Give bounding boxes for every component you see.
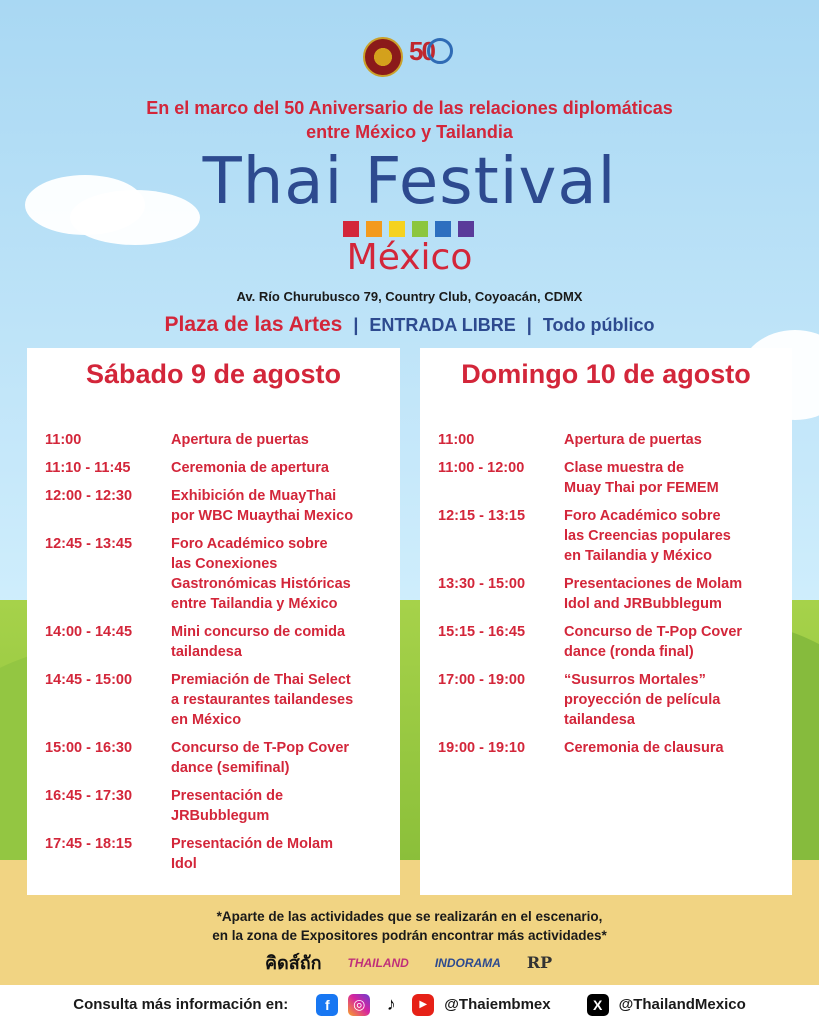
color-square [389,221,405,237]
audience-info: Todo público [542,315,655,335]
youtube-icon[interactable]: ▶ [412,994,434,1016]
garuda-seal-icon [363,37,403,77]
event-time: 15:00 - 16:30 [45,740,133,756]
event-activity: Clase muestra de Muay Thai por FEMEM [564,460,719,496]
color-square [458,221,474,237]
event-activity: Mini concurso de comida tailandesa [171,624,346,660]
schedule-row [434,738,778,758]
schedule-row [434,506,778,566]
event-activity: Apertura de puertas [564,432,702,448]
schedule-row [434,622,778,662]
event-time: 12:45 - 13:45 [45,536,133,552]
sunday-heading: Domingo 10 de agosto [461,359,751,389]
event-time: 12:00 - 12:30 [45,488,133,504]
handle-thaiembmex[interactable]: @Thaiembmex [444,996,551,1013]
color-squares [343,221,474,237]
sponsor-logo: THAILAND [347,955,409,970]
saturday-schedule [27,348,400,895]
anniversary-ring-icon [427,38,453,64]
tiktok-icon[interactable]: ♪ [380,994,402,1016]
color-square [366,221,382,237]
schedule-row [41,622,386,662]
event-activity: Presentaciones de Molam Idol and JRBubblegum [564,576,743,612]
sponsor-logo: RP [526,953,553,972]
event-time: 16:45 - 17:30 [45,788,133,804]
event-activity: Exhibición de MuayThai por WBC Muaythai Mexico [171,488,354,524]
color-square [412,221,428,237]
event-time: 15:15 - 16:45 [438,624,526,640]
color-square [343,221,359,237]
event-activity: Concurso de T-Pop Cover dance (ronda final) [564,624,743,660]
schedule-row [41,486,386,526]
event-time: 19:00 - 19:10 [438,740,526,756]
facebook-icon[interactable]: f [316,994,338,1016]
headline-line1: En el marco del 50 Aniversario de las relaciones diplomáticas [146,98,673,118]
festival-title: Thai Festival [202,145,617,219]
event-activity: Presentación de Molam Idol [171,836,333,872]
address: Av. Río Churubusco 79, Country Club, Coyoacán, CDMX [236,289,583,304]
event-activity: Apertura de puertas [171,432,309,448]
schedule-row [434,430,778,450]
event-activity: Foro Académico sobre las Conexiones Gastronómicas Históricas entre Tailandia y México [171,536,351,612]
sponsor-logo: INDORAMA [434,955,501,970]
anniversary-50-logo: 50 [409,36,459,78]
logos-top [363,36,459,78]
footer-label: Consulta más información en: [73,996,289,1013]
saturday-heading: Sábado 9 de agosto [85,359,342,389]
event-time: 11:00 [438,432,475,448]
headline [0,96,819,144]
event-time: 13:30 - 15:00 [438,576,526,592]
schedule-row [41,834,386,874]
schedule-row [41,430,386,450]
schedule-row [434,670,778,730]
schedule-row [41,670,386,730]
event-activity: Foro Académico sobre las Creencias populares en Tailandia y México [564,508,731,564]
event-activity: Premiación de Thai Select a restaurantes tailandeses en México [171,672,354,728]
event-time: 11:00 [45,432,82,448]
event-time: 11:10 - 11:45 [45,460,131,476]
event-activity: Presentación de JRBubblegum [171,788,284,824]
festival-subtitle: México [346,237,473,278]
sponsor-logo: คิดส์ถัก [265,953,322,973]
handle-thailandmexico[interactable]: @ThailandMexico [618,996,746,1013]
sponsor-logos [265,948,552,977]
event-time: 17:45 - 18:15 [45,836,133,852]
x-icon[interactable]: X [587,994,609,1016]
event-time: 12:15 - 13:15 [438,508,526,524]
event-activity: Ceremonia de clausura [564,740,724,756]
schedule-row [41,738,386,778]
venue-name: Plaza de las Artes [164,313,343,336]
event-activity: “Susurros Mortales” proyección de película tailandesa [564,672,721,728]
event-time: 17:00 - 19:00 [438,672,526,688]
event-activity: Ceremonia de apertura [171,460,329,476]
schedule-row [41,534,386,614]
event-time: 14:45 - 15:00 [45,672,133,688]
sunday-schedule [420,348,792,895]
schedule-row [41,458,386,478]
schedule-row [41,786,386,826]
schedule-row [434,458,778,498]
headline-line2: entre México y Tailandia [306,122,513,142]
schedule-row [434,574,778,614]
instagram-icon[interactable]: ◎ [348,994,370,1016]
footer [0,985,819,1024]
venue-line: Plaza de las Artes | ENTRADA LIBRE | Todo público [164,313,655,336]
event-time: 14:00 - 14:45 [45,624,133,640]
color-square [435,221,451,237]
event-time: 11:00 - 12:00 [438,460,525,476]
entry-info: ENTRADA LIBRE [369,315,516,335]
event-activity: Concurso de T-Pop Cover dance (semifinal) [171,740,350,776]
expositors-note: *Aparte de las actividades que se realizarán en el escenario, en la zona de Expositores podrán encontrar más actividades* [212,909,607,943]
